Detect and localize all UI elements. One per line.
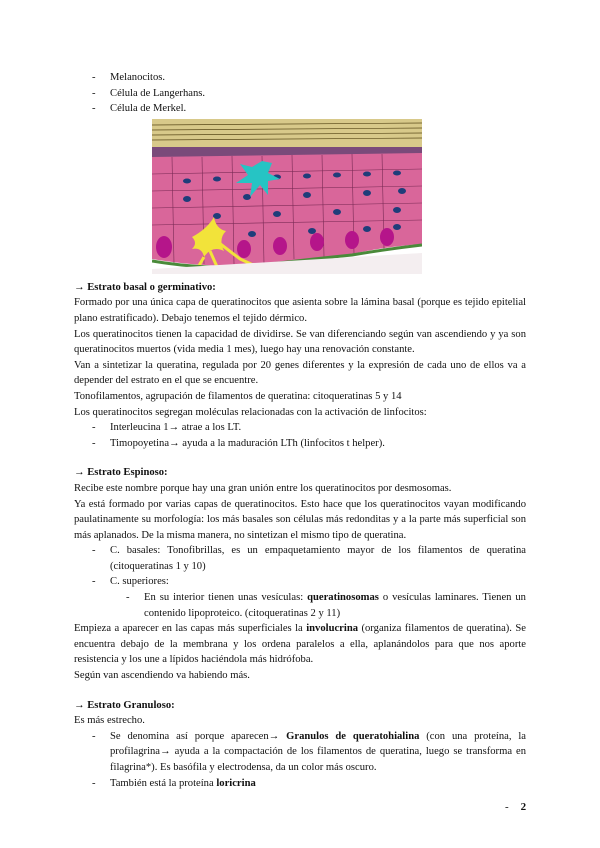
section-heading-espinoso: → Estrato Espinoso: xyxy=(74,467,168,479)
paragraph: Los queratinocitos tienen la capacidad de dividirse. Se van diferenciando según van ascendiendo y ya son queratinocitos muertos (vida media 1 mes), luego hay una renovación constante. xyxy=(74,328,526,356)
list-item: - Interleucina 1→ atrae a los LT. xyxy=(92,422,242,434)
page-number: - 2 xyxy=(505,801,527,813)
list-item: - C. basales: Tonofibrillas, es un empaquetamiento mayor de los filamentos de queratina (citoqueratinas 1 y 10) xyxy=(92,545,526,572)
list-item: - También está la proteína loricrina xyxy=(92,777,256,789)
list-item: - C. superiores: xyxy=(92,576,169,588)
paragraph: Ya está formado por varias capas de queratinocitos. Esto hace que los queratinocitos vayan modificando paulatinamente su morfología: los más basales son células más redonditas y a la parte más superficial son más aplanados. De la misma manera, no sintetizan el mismo tipo de queratina. xyxy=(74,498,526,541)
list-item: - Se denomina así porque aparecen→ Granulos de queratohialina (con una proteína, la profilagrina→ ayuda a la compactación de los filamentos de queratina, luego se transforma en filagrina*). Es basófila y electrodensa, da un color más oscuro. xyxy=(92,730,526,773)
sub-list-item: - En su interior tienen unas vesículas: queratinosomas o vesículas laminares. Tienen un contenido lipoproteico. (citoqueratinas 2 y 11) xyxy=(126,592,526,619)
paragraph: Formado por una única capa de queratinocitos que asienta sobre la lámina basal (porque es tejido epitelial plano estratificado). Debajo tenemos el tejido dérmico. xyxy=(74,297,526,324)
section-heading-basal: → Estrato basal o germinativo: xyxy=(74,281,216,293)
paragraph: Los queratinocitos segregan moléculas relacionadas con la activación de linfocitos: xyxy=(74,406,427,418)
list-item: - Melanocitos. xyxy=(92,72,166,83)
paragraph: Recibe este nombre porque hay una gran unión entre los queratinocitos por desmosomas. xyxy=(74,482,452,494)
document-page xyxy=(74,70,526,791)
section-heading-granuloso: → Estrato Granuloso: xyxy=(74,699,175,711)
list-item: - Célula de Merkel. xyxy=(92,103,187,115)
list-item: - Timopoyetina→ ayuda a la maduración LTh (linfocitos t helper). xyxy=(92,437,385,449)
paragraph: Van a sintetizar la queratina, regulada por 20 genes diferentes y la expresión de cada uno de ellos va a depender del estrato en el que se encuentre. xyxy=(74,359,526,387)
paragraph: Empieza a aparecer en las capas más superficiales la involucrina (organiza filamentos de queratina). Se encuentra debajo de la membrana y los ordena paralelos a ella, aplanándolos para que nos aporte resistencia y los une a lípidos haciéndola más hidrófoba. xyxy=(74,623,526,666)
epidermis-illustration xyxy=(152,119,422,274)
list-item: - Célula de Langerhans. xyxy=(92,87,206,99)
paragraph: Tonofilamentos, agrupación de filamentos de queratina: citoqueratinas 5 y 14 xyxy=(74,390,402,402)
paragraph: Es más estrecho. xyxy=(74,715,145,727)
paragraph: Según van ascendiendo va habiendo más. xyxy=(74,670,250,682)
